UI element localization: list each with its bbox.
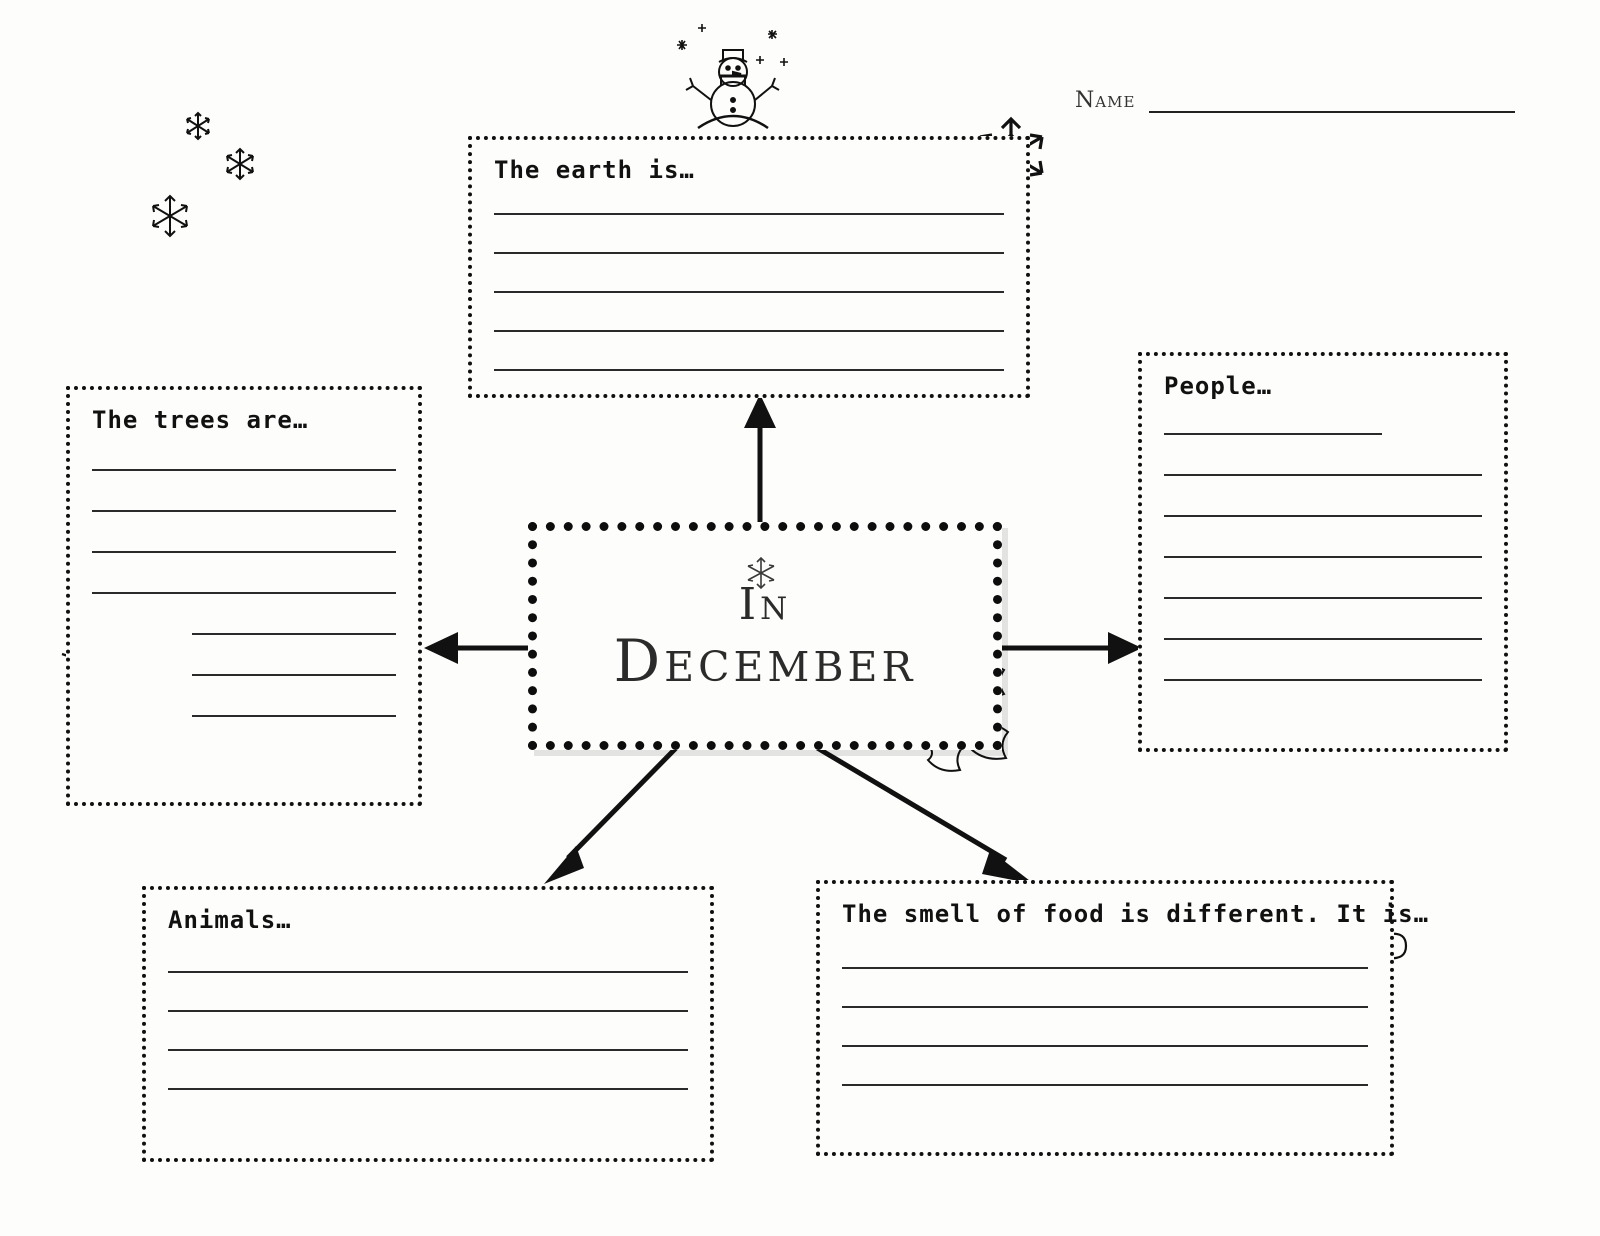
name-field[interactable]: [1075, 88, 1515, 113]
snowflake-small-cluster-icon: [136, 96, 276, 256]
box-food-title: The smell of food is different. It is…: [842, 900, 1430, 928]
box-trees-writing-lines[interactable]: [92, 468, 396, 717]
box-earth-writing-lines[interactable]: [494, 212, 1004, 371]
box-trees[interactable]: [66, 386, 422, 806]
box-animals[interactable]: [142, 886, 714, 1162]
box-people[interactable]: [1138, 352, 1508, 752]
box-trees-title: The trees are…: [92, 406, 309, 434]
box-food[interactable]: [816, 880, 1430, 1156]
center-topic-node: [528, 522, 1002, 750]
box-people-title: People…: [1164, 372, 1273, 400]
arrow-center-to-food: [810, 742, 1050, 892]
box-earth[interactable]: [468, 136, 1030, 398]
arrow-center-to-animals: [522, 742, 682, 892]
box-food-writing-lines[interactable]: [842, 966, 1368, 1086]
center-line-in: In: [738, 579, 792, 630]
box-people-writing-lines[interactable]: [1164, 432, 1482, 681]
name-label: Name: [1075, 88, 1136, 113]
arrow-center-to-earth: [720, 392, 800, 532]
snowman-icon: [668, 16, 798, 136]
box-earth-title: The earth is…: [494, 156, 695, 184]
box-animals-writing-lines[interactable]: [168, 970, 688, 1090]
center-line-december: December: [613, 627, 917, 695]
box-animals-title: Animals…: [168, 906, 292, 934]
arrow-center-to-people: [998, 612, 1148, 684]
name-input-line[interactable]: [1149, 95, 1515, 113]
